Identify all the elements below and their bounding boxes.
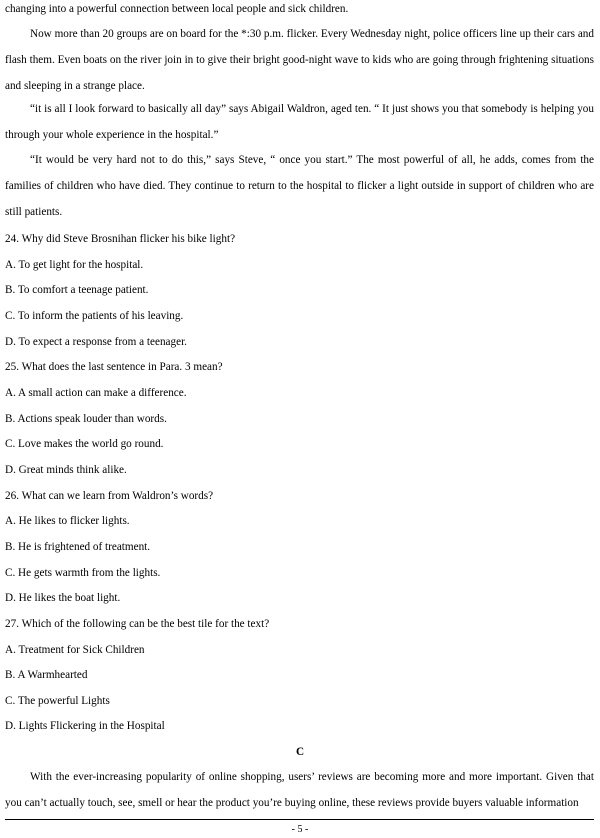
question-24-option-a: A. To get light for the hospital. [5,259,144,271]
question-27-option-d: D. Lights Flickering in the Hospital [5,720,165,732]
section-c-heading: C [295,746,305,758]
question-25-option-b: B. Actions speak louder than words. [5,413,167,425]
question-26-option-c: C. He gets warmth from the lights. [5,567,161,579]
question-24-option-b: B. To comfort a teenage patient. [5,284,149,296]
footer-divider [5,819,594,820]
question-24-option-c: C. To inform the patients of his leaving. [5,310,184,322]
paragraph-waldron-quote: “it is all I look forward to basically all day” says Abigail Waldron, aged ten. “ It just shows you that somebody is helping you through your whole experience in the hospital.” [5,103,594,141]
question-26-option-b: B. He is frightened of treatment. [5,541,151,553]
question-27-option-c: C. The powerful Lights [5,695,110,707]
passage-fragment: changing into a powerful connection between local people and sick children. [5,3,349,15]
question-26-option-d: D. He likes the boat light. [5,592,121,604]
question-25-option-a: A. A small action can make a difference. [5,387,187,399]
question-25-stem: 25. What does the last sentence in Para. 3 mean? [5,361,223,373]
question-25-option-c: C. Love makes the world go round. [5,438,164,450]
question-25-option-d: D. Great minds think alike. [5,464,127,476]
paragraph-steve-quote: “It would be very hard not to do this,” says Steve, “ once you start.” The most powerful of all, he adds, comes from the families of children who have died. They continue to return to the hospital to flicker a light outside in support of children who are still patients. [5,154,594,218]
question-27-stem: 27. Which of the following can be the best tile for the text? [5,618,270,630]
question-24-stem: 24. Why did Steve Brosnihan flicker his bike light? [5,233,236,245]
section-c-intro: With the ever-increasing popularity of online shopping, users’ reviews are becoming more and more important. Given that you can’t actually touch, see, smell or hear the product you’re buying online, these reviews provide buyers valuable information [5,771,594,809]
question-26-option-a: A. He likes to flicker lights. [5,515,130,527]
question-27-option-b: B. A Warmhearted [5,669,88,681]
paragraph-groups: Now more than 20 groups are on board for the *:30 p.m. flicker. Every Wednesday night, police officers line up their cars and flash them. Even boats on the river join in to give their bright good-night wave to kids who are going through frightening situations and sleeping in a strange place. [5,28,594,92]
question-27-option-a: A. Treatment for Sick Children [5,644,145,656]
question-24-option-d: D. To expect a response from a teenager. [5,336,187,348]
question-26-stem: 26. What can we learn from Waldron’s words? [5,490,214,502]
page-number: - 5 - [291,824,309,835]
